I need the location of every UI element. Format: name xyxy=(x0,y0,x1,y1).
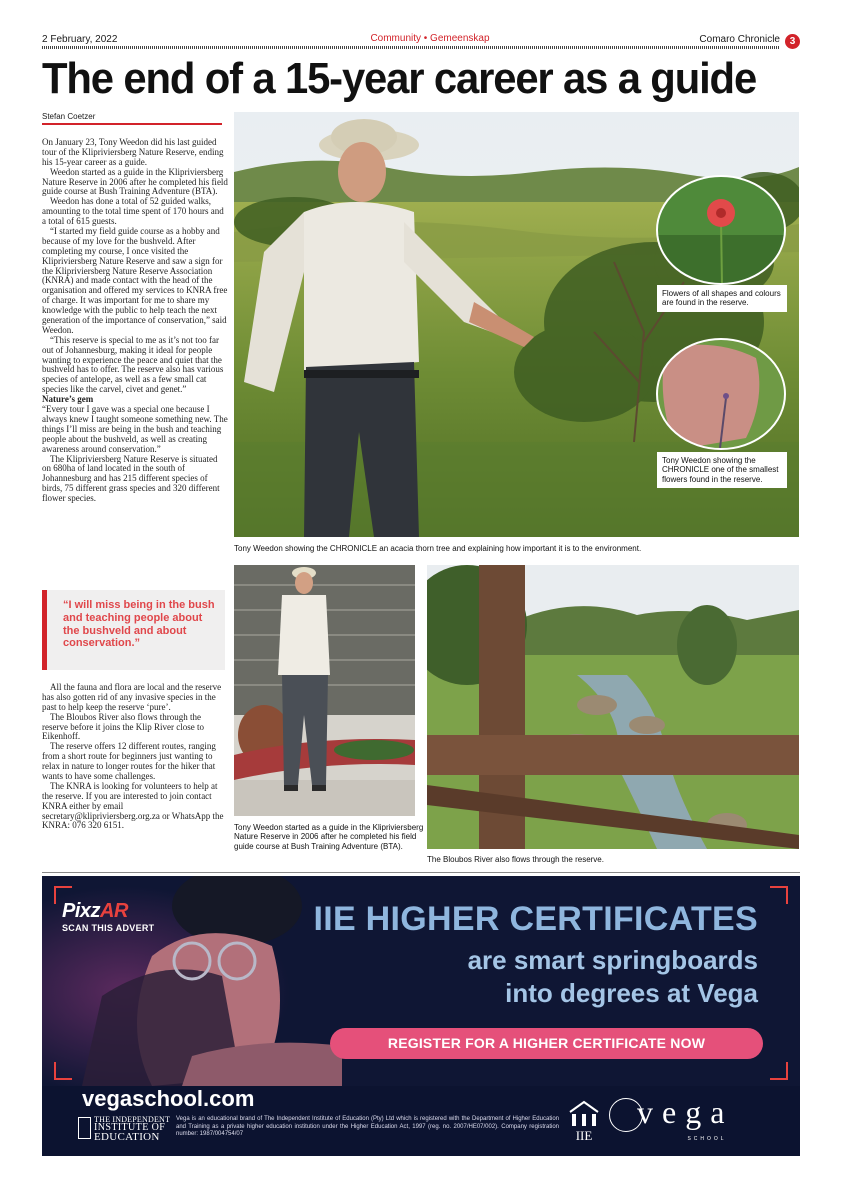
vega-logo xyxy=(609,1090,759,1150)
page-number-badge: 3 xyxy=(785,34,800,49)
paragraph: All the fauna and flora are local and the reserve has also gotten rid of any invasive species in the past to help keep the reserve ‘pure’. xyxy=(42,682,222,712)
pixzar-logo xyxy=(62,900,128,923)
photo-bloubos-river xyxy=(427,565,799,849)
main-photo-caption: Tony Weedon showing the CHRONICLE an acacia thorn tree and explaining how important it is to the environment. xyxy=(234,544,642,553)
advert-rule xyxy=(42,872,800,873)
iie-emblem-icon xyxy=(78,1117,91,1139)
pull-quote-text: “I will miss being in the bush and teaching people about the bushveld and about conservation.” xyxy=(63,599,215,650)
corner-bracket xyxy=(770,1062,788,1080)
advert-url-link[interactable]: vegaschool.com xyxy=(82,1086,255,1111)
paragraph: “I started my field guide course as a hobby and because of my love for the bushveld. After completing my course, I once visited the Klipriviersberg Nature Reserve and saw a sign for the Klipriviersberg Nature Reserve Association (KNRA) and made contact with the head of the organisation and offered my services to KNRA free of charge. It was important for me to share my knowledge with the public to help teach the next generation of the importance of conservation,” said Weedon. xyxy=(42,226,228,335)
corner-bracket xyxy=(54,1062,72,1080)
publication-name: Comaro Chronicle xyxy=(699,34,780,45)
vega-advert[interactable] xyxy=(42,876,800,1156)
vega-wordmark: vega xyxy=(637,1094,734,1130)
advert-subhead-line: are smart springboards xyxy=(467,945,758,975)
section-label: Community • Gemeenskap xyxy=(370,33,490,44)
paragraph: On January 23, Tony Weedon did his last guided tour of the Klipriviersberg Nature Reserve, ending his 15-year career as a guide. xyxy=(42,137,224,167)
pixzar-logo-ar: AR xyxy=(100,900,128,922)
photo2-caption: Tony Weedon started as a guide in the Klipriviersberg Nature Reserve in 2006 after he completed his field guide course at Bush Training Adventure (BTA). xyxy=(234,823,424,851)
byline: Stefan Coetzer xyxy=(42,112,96,121)
paragraph: The reserve offers 12 different routes, ranging from a short route for beginners just wanting to relax in nature to longer routes for the hiker that wants to have some challenges. xyxy=(42,741,216,782)
iie-logo-line: THE INDEPENDENT xyxy=(94,1115,171,1124)
paragraph: The KNRA is looking for volunteers to help at the reserve. If you are interested to join contact KNRA either by email secretary@klipriviersberg.org.za or WhatsApp the KNRA: 076 320 6151. xyxy=(42,780,224,831)
iie-logo xyxy=(78,1115,173,1143)
legal-text: Vega is an educational brand of The Independent Institute of Education (Pty) Ltd which is registered with the Department of Higher Education and Training as a private higher education institution under the Higher Education Act, 1997 (reg. no. 2007/HE07/002). Company registration number: 1987/004754/07 xyxy=(176,1116,559,1138)
advert-headline: IIE HIGHER CERTIFICATES xyxy=(313,900,758,938)
corner-bracket xyxy=(770,886,788,904)
paragraph: “This reserve is special to me as it’s not too far out of Johannesburg, making it ideal for people wanting to experience the peace and quiet that the bushveld has to offer. The reserve also has various species of antelope, as well as a few small cat species like the carvel, civet and genet.” xyxy=(42,334,224,395)
advert-subheadline xyxy=(468,944,758,1010)
inset1-caption: Flowers of all shapes and colours are found in the reserve. xyxy=(657,285,787,312)
iie-logo-line: EDUCATION xyxy=(94,1131,160,1143)
paragraph: Weedon has done a total of 52 guided walks, amounting to the total time spent of 170 hours and a total of 615 guests. xyxy=(42,196,224,227)
paragraph: The Klipriviersberg Nature Reserve is situated on 680ha of land located in the south of Johannesburg and has 215 different species of birds, 75 different grass species and 320 different flower species. xyxy=(42,453,220,504)
photo-guide-standing xyxy=(234,565,415,816)
iie-columns-icon xyxy=(566,1098,602,1128)
article-column-2 xyxy=(42,683,228,831)
iie-logo-line: INSTITUTE OF xyxy=(94,1122,166,1133)
iie-short-text: IIE xyxy=(575,1128,593,1143)
header-rule xyxy=(42,46,780,49)
advert-subhead-line: into degrees at Vega xyxy=(505,978,758,1009)
pull-quote xyxy=(42,590,225,670)
byline-rule xyxy=(42,123,222,125)
paragraph: Weedon started as a guide in the Klipriviersberg Nature Reserve in 2006 after he completed his field guide course at Bush Training Adventure (BTA). xyxy=(42,166,228,197)
inset-hand-photo xyxy=(656,338,786,450)
register-button[interactable]: REGISTER FOR A HIGHER CERTIFICATE NOW xyxy=(330,1028,763,1059)
scan-label: SCAN THIS ADVERT xyxy=(62,923,155,933)
subheading: Nature’s gem xyxy=(42,394,94,405)
paragraph: “Every tour I gave was a special one because I always knew I taught someone something new. The things I’ll miss are being in the bush and teaching people about the bushveld, as well as creating awareness around conservation.” xyxy=(42,404,228,454)
pixzar-logo-text: Pixz xyxy=(62,900,101,922)
iie-short-logo xyxy=(566,1098,602,1144)
article-column-1 xyxy=(42,138,228,504)
photo3-caption: The Bloubos River also flows through the reserve. xyxy=(427,855,604,864)
inset2-caption: Tony Weedon showing the CHRONICLE one of the smallest flowers found in the reserve. xyxy=(657,452,787,488)
headline: The end of a 15-year career as a guide xyxy=(42,54,757,103)
paragraph: The Bloubos River also flows through the reserve before it joins the Klip River close to Eikenhoff. xyxy=(42,711,204,742)
vega-school-label: SCHOOL xyxy=(687,1136,727,1142)
inset-flower-photo xyxy=(656,175,786,285)
issue-date: 2 February, 2022 xyxy=(42,34,118,45)
